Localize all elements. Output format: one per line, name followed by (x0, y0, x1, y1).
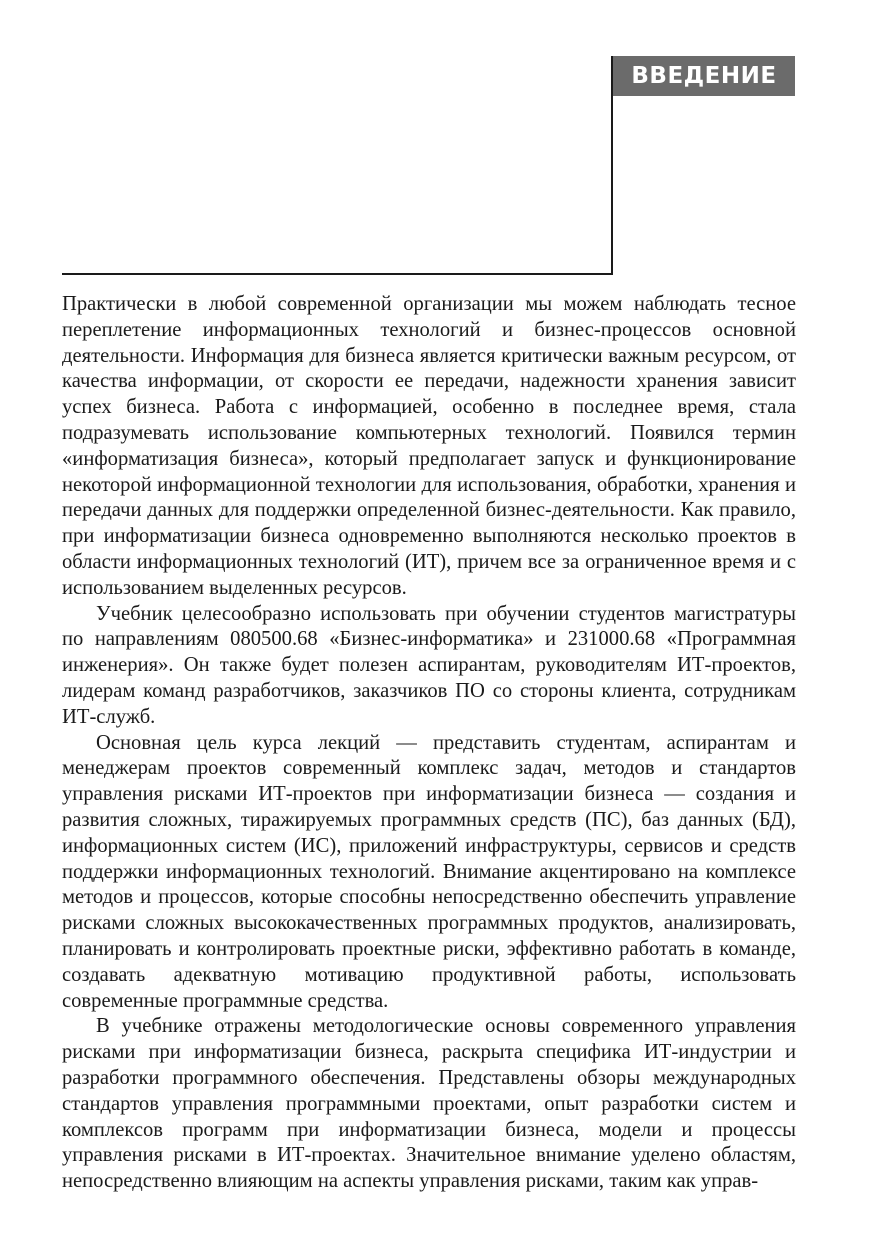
paragraph-3: Основная цель курса лекций — представить студентам, аспирантам и менеджерам проектов современный комплекс задач, методов и стандартов управления рисками ИТ-проектов при информатизации бизнеса — создания и развития сложных, тиражируемых программных средств (ПС), баз данных (БД), информационных систем (ИС), приложений инфраструктуры, сервисов и средств поддержки информационных технологий. Внимание акцентировано на комплексе методов и процессов, которые способны непосредственно обеспечить управление рисками сложных высококачественных программных продуктов, анализировать, планировать и контролировать проектные риски, эффективно работать в команде, создавать адекватную мотивацию продуктивной работы, использовать современные программные средства. (62, 731, 796, 1012)
title-frame-horizontal-rule (62, 273, 613, 275)
paragraph-1: Практически в любой современной организации мы можем наблюдать тесное переплетение информационных технологий и бизнес-процессов основной деятельности. Информация для бизнеса является критически важным ресурсом, от качества информации, от скорости ее передачи, надежности хранения зависит успех бизнеса. Работа с информацией, особенно в последнее время, стала подразумевать использование компьютерных технологий. Появился термин «информатизация бизнеса», который предполагает запуск и функционирование некоторой информационной технологии для использования, обработки, хранения и передачи данных для поддержки определенной бизнес-деятельности. Как правило, при информатизации бизнеса одновременно выполняются несколько проектов в области информационных технологий (ИТ), причем все за ограниченное время и с использованием выделенных ресурсов. (62, 293, 796, 599)
chapter-title: ВВЕДЕНИЕ (613, 56, 795, 96)
paragraph-4: В учебнике отражены методологические основы современного управления рисками при информатизации бизнеса, раскрыта специфика ИТ-индустрии и разработки программного обеспечения. Представлены обзоры международных стандартов управления программными проектами, опыт разработки систем и комплексов программ при информатизации бизнеса, модели и процессы управления рисками в ИТ-проектах. Значительное внимание уделено областям, непосредственно влияющим на аспекты управления рисками, таким как управ- (62, 1015, 796, 1193)
title-frame-vertical-rule (611, 56, 613, 275)
main-text (62, 292, 796, 1195)
paragraph-2: Учебник целесообразно использовать при обучении студентов магистратуры по направлениям 080500.68 «Бизнес-информатика» и 231000.68 «Программная инженерия». Он также будет полезен аспирантам, руководителям ИТ-проектов, лидерам команд разработчиков, заказчиков ПО со стороны клиента, сотрудникам ИТ-служб. (62, 602, 796, 728)
